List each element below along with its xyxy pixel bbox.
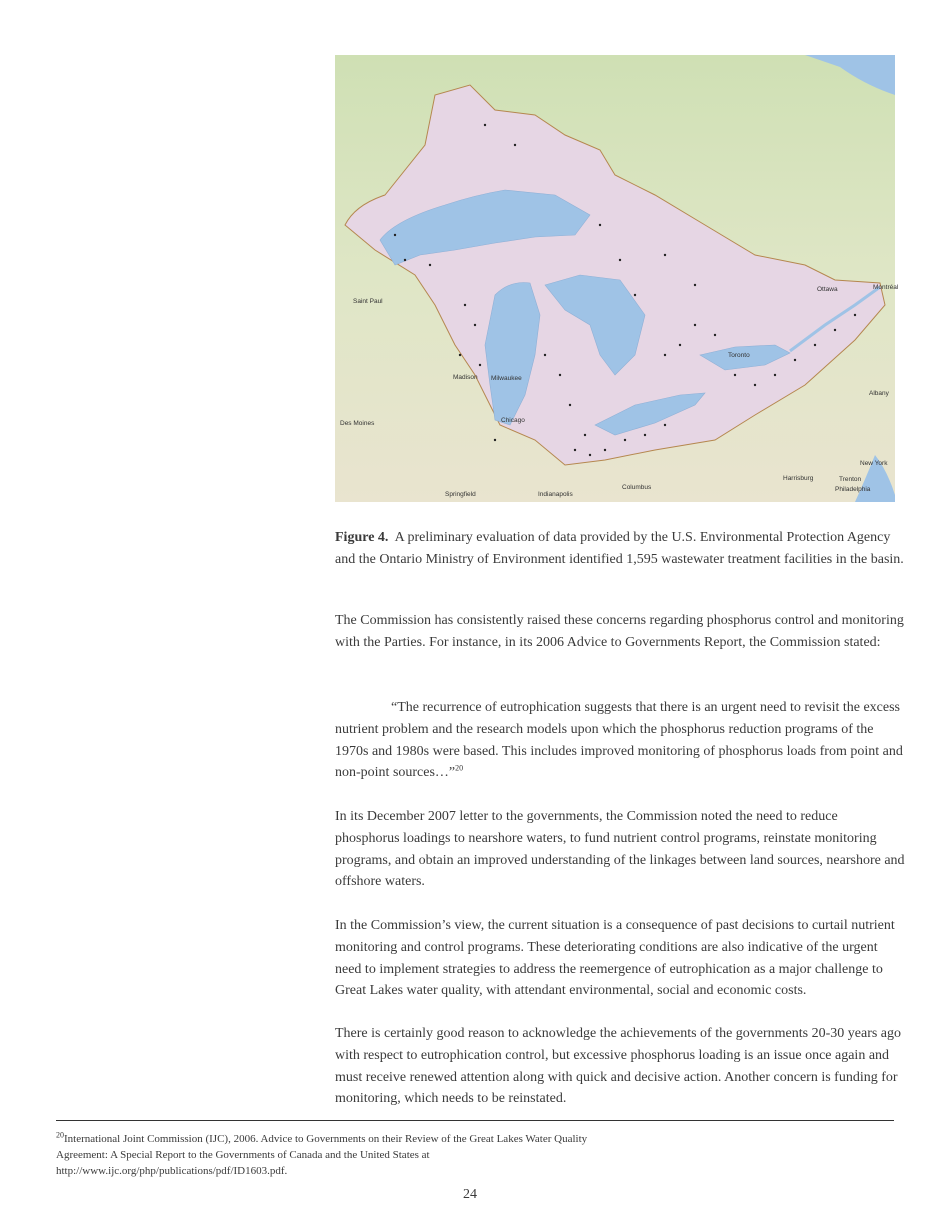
figure-caption-text: A preliminary evaluation of data provided by the U.S. Environmental Protection Agency and the Ontario Ministry of Environment identified 1,595 wastewater treatment facilities in the basin.: [335, 530, 904, 567]
map-graphic: [335, 55, 899, 502]
great-lakes-basin-map: [335, 55, 899, 502]
map-label-saint-paul: Saint Paul: [353, 298, 383, 305]
map-label-philadelphia: Philadelphia: [835, 486, 871, 493]
footnote: [56, 1131, 636, 1179]
map-label-columbus: Columbus: [622, 484, 652, 491]
map-label-springfield: Springfield: [445, 491, 476, 498]
map-label-trenton: Trenton: [839, 476, 862, 483]
footnote-text: International Joint Commission (IJC), 2006. Advice to Governments on their Review of the Great Lakes Water Quality Agreement: A Special Report to the Governments of Canada and the United States at http://www.ijc.org/php/publications/pdf/ID1603.pdf.: [56, 1133, 588, 1177]
paragraph-2: In its December 2007 letter to the governments, the Commission noted the need to reduce phosphorus loadings to nearshore waters, to fund nutrient control programs, reinstate monitoring programs, and obtain an improved understanding of the linkages between land sources, nearshore and offshore waters.: [335, 809, 905, 890]
map-label-ottawa: Ottawa: [817, 286, 838, 293]
map-label-milwaukee: Milwaukee: [491, 375, 522, 382]
map-label-chicago: Chicago: [501, 417, 525, 424]
paragraph-1: The Commission has consistently raised these concerns regarding phosphorus control and monitoring with the Parties. For instance, in its 2006 Advice to Governments Report, the Commission stated:: [335, 613, 904, 650]
map-label-des-moines: Des Moines: [340, 420, 375, 427]
footnote-number: 20: [56, 1130, 64, 1140]
map-label-albany: Albany: [869, 390, 889, 397]
map-label-madison: Madison: [453, 374, 478, 381]
map-label-indianapolis: Indianapolis: [538, 491, 573, 498]
map-label-harrisburg: Harrisburg: [783, 475, 814, 482]
map-label-new-york: New York: [860, 460, 888, 467]
figure-caption: [335, 527, 905, 571]
map-label-montreal: Montréal: [873, 284, 899, 291]
footnote-ref[interactable]: 20: [455, 763, 464, 773]
figure-label: Figure 4.: [335, 530, 389, 545]
map-label-toronto: Toronto: [728, 352, 750, 359]
paragraph-3: In the Commission’s view, the current situation is a consequence of past decisions to curtail nutrient monitoring and control programs. These deteriorating conditions are also indicative of the urgent need to implement strategies to address the reemergence of eutrophication as a major challenge to Great Lakes water quality, with attendant environmental, social and economic costs.: [335, 918, 895, 999]
paragraph-4: There is certainly good reason to acknowledge the achievements of the governments 20-30 years ago with respect to eutrophication control, but excessive phosphorus loading is an issue once again and must receive renewed attention along with quick and decisive action. Another concern is funding for monitoring, which needs to be reinstated.: [335, 1026, 902, 1107]
page-number: 24: [463, 1187, 477, 1202]
block-quote: [335, 697, 905, 784]
quote-text: “The recurrence of eutrophication suggests that there is an urgent need to revisit the excess nutrient problem and the research models upon which the phosphorus reduction programs of the 1970s and 1980s were based. This includes improved monitoring of phosphorus loads from point and non-point sources…”: [335, 700, 903, 781]
footnote-divider: [56, 1120, 894, 1121]
